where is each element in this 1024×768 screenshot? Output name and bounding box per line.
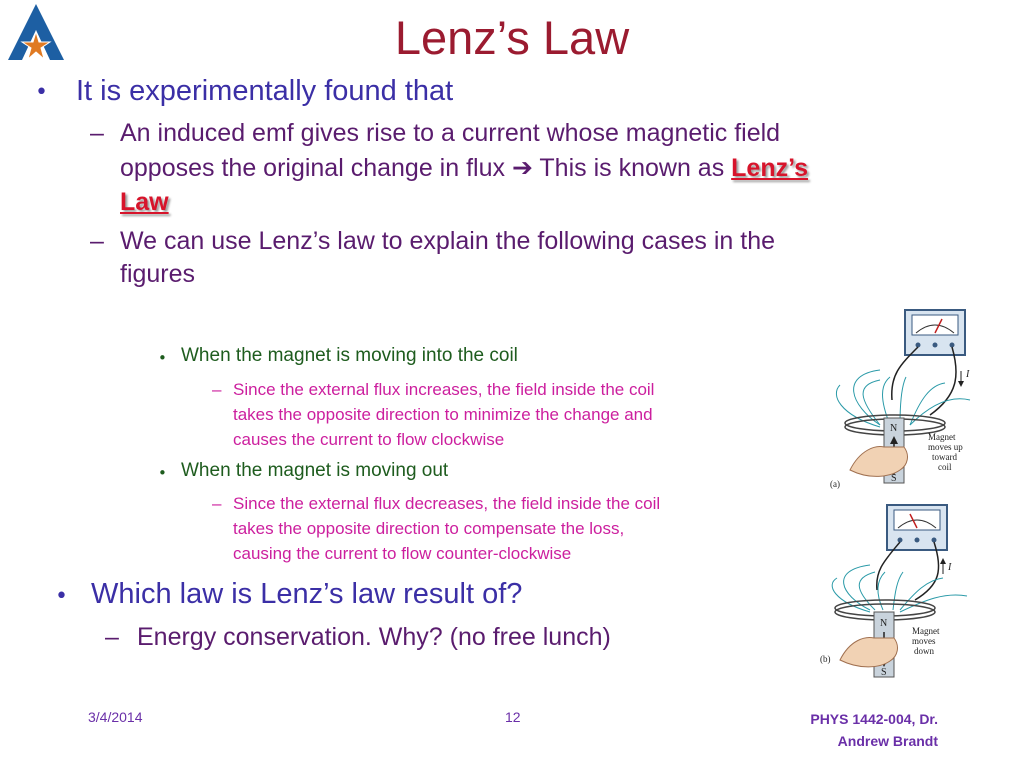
bullet-dot: • xyxy=(35,80,48,105)
current-label: I xyxy=(966,369,970,380)
slide-title: Lenz’s Law xyxy=(394,11,630,64)
sub-dash: – xyxy=(105,623,119,651)
answer-energy-conservation: Energy conservation. Why? (no free lunch) xyxy=(137,623,611,651)
figure-b-caption-2: moves xyxy=(912,636,936,646)
footer-course-line1: PHYS 1442-004, Dr. xyxy=(810,711,938,727)
sub-dash: – xyxy=(212,494,222,513)
figure-a-caption-1: Magnet xyxy=(928,432,956,442)
case-in-detail-3: causes the current to flow clockwise xyxy=(233,430,505,449)
figure-b-caption-3: down xyxy=(914,646,934,656)
sub-explain-line2: figures xyxy=(120,260,196,288)
case-moving-in: When the magnet is moving into the coil xyxy=(181,345,518,366)
bullet-dot: • xyxy=(158,349,167,367)
footer-page-number: 12 xyxy=(505,709,521,725)
sub-induced-emf-opposes: opposes the original change in flux xyxy=(120,154,505,182)
sub-induced-emf-known: This is known as xyxy=(539,154,725,182)
bullet-experimental: It is experimentally found that xyxy=(76,75,454,107)
sub-explain-line1: We can use Lenz’s law to explain the following cases in the xyxy=(120,227,776,255)
figure-magnet-down xyxy=(815,500,995,680)
sub-dash: – xyxy=(90,119,104,147)
case-out-detail-2: takes the opposite direction to compensate the loss, xyxy=(233,519,625,538)
footer-date: 3/4/2014 xyxy=(88,709,143,725)
figure-a-label: (a) xyxy=(830,479,840,489)
pole-s-label-b: S xyxy=(881,667,887,678)
pole-n-label: N xyxy=(890,423,898,434)
current-label-b: I xyxy=(948,562,952,573)
case-moving-out: When the magnet is moving out xyxy=(181,460,449,481)
figure-a-caption-2: moves up xyxy=(928,442,963,452)
sub-induced-emf-line1: An induced emf gives rise to a current whose magnetic field xyxy=(120,119,781,147)
figure-magnet-up xyxy=(820,305,1000,490)
sub-dash: – xyxy=(212,380,222,399)
right-arrow-icon: ➔ xyxy=(511,153,533,182)
footer-course-line2: Andrew Brandt xyxy=(837,733,938,749)
sub-induced-emf-line2 xyxy=(120,153,808,183)
pole-s-label: S xyxy=(891,473,897,484)
bullet-question: Which law is Lenz’s law result of? xyxy=(91,578,523,610)
lenz-law-emphasis-2: Law xyxy=(120,188,169,216)
bullet-dot: • xyxy=(55,584,68,609)
bullet-dot: • xyxy=(158,464,167,482)
lenz-law-emphasis-1: Lenz’s xyxy=(731,154,809,182)
figure-b-caption-1: Magnet xyxy=(912,626,940,636)
case-in-detail-2: takes the opposite direction to minimize the change and xyxy=(233,405,653,424)
sub-dash: – xyxy=(90,227,104,255)
case-out-detail-3: causing the current to flow counter-clockwise xyxy=(233,544,572,563)
pole-n-label-b: N xyxy=(880,618,888,629)
figure-a-caption-3: toward xyxy=(932,452,957,462)
case-in-detail-1: Since the external flux increases, the field inside the coil xyxy=(233,380,655,399)
case-out-detail-1: Since the external flux decreases, the field inside the coil xyxy=(233,494,661,513)
figure-b-label: (b) xyxy=(820,654,831,664)
figure-a-caption-4: coil xyxy=(938,462,952,472)
